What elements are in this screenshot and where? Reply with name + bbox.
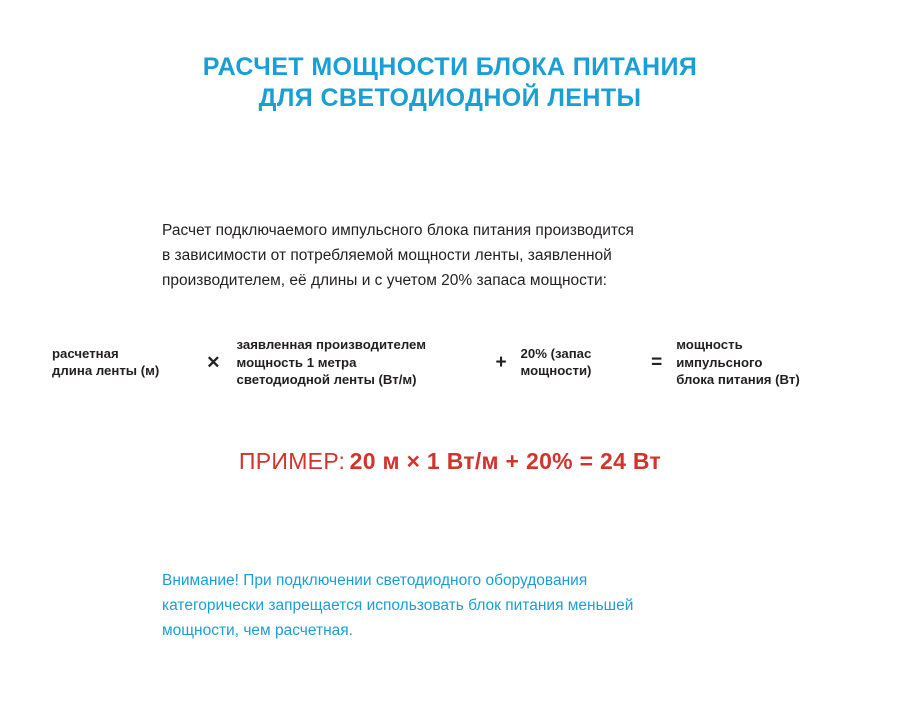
formula-term-result <box>676 336 852 389</box>
intro-line-1: Расчет подключаемого импульсного блока питания производится <box>162 222 634 239</box>
formula-term-result-line-3: блока питания (Вт) <box>676 372 800 387</box>
example-line <box>0 448 900 475</box>
formula-term-power-per-meter-line-1: заявленная производителем <box>236 337 426 352</box>
warning-line-1: Внимание! При подключении светодиодного оборудования <box>162 572 588 589</box>
formula-term-power-per-meter-line-3: светодиодной ленты (Вт/м) <box>236 372 417 387</box>
warning-line-2: категорически запрещается использовать блок питания меньшей <box>162 597 634 614</box>
formula-term-power-per-meter <box>237 336 482 389</box>
intro-line-2: в зависимости от потребляемой мощности ленты, заявленной <box>162 247 612 264</box>
formula-term-result-line-2: импульсного <box>676 354 763 370</box>
formula-term-result-line-1: мощность <box>676 337 743 352</box>
warning-note <box>162 568 782 643</box>
plus-operator: + <box>495 351 507 373</box>
formula-term-power-per-meter-line-2: мощность 1 метра <box>236 354 357 370</box>
formula-term-length-line-1: расчетная <box>52 345 119 361</box>
equals-operator: = <box>651 351 663 373</box>
title-line-2: ДЛЯ СВЕТОДИОДНОЙ ЛЕНТЫ <box>258 84 642 112</box>
formula-term-reserve <box>521 345 638 380</box>
formula-term-reserve-line-1: 20% (запас <box>520 345 592 361</box>
warning-line-3: мощности, чем расчетная. <box>162 622 353 639</box>
formula-term-length <box>52 345 190 380</box>
title-line-1: РАСЧЕТ МОЩНОСТИ БЛОКА ПИТАНИЯ <box>202 53 698 81</box>
intro-line-3: производителем, её длины и с учетом 20% запаса мощности: <box>162 272 607 289</box>
formula-row <box>52 336 852 389</box>
example-label: ПРИМЕР: <box>238 448 346 474</box>
page-title <box>0 52 900 114</box>
formula-term-length-line-2: длина ленты (м) <box>52 363 160 379</box>
example-value: 20 м × 1 Вт/м + 20% = 24 Вт <box>349 448 662 474</box>
multiply-operator: ✕ <box>206 352 221 372</box>
intro-paragraph <box>162 218 772 293</box>
formula-term-reserve-line-2: мощности) <box>520 363 592 379</box>
